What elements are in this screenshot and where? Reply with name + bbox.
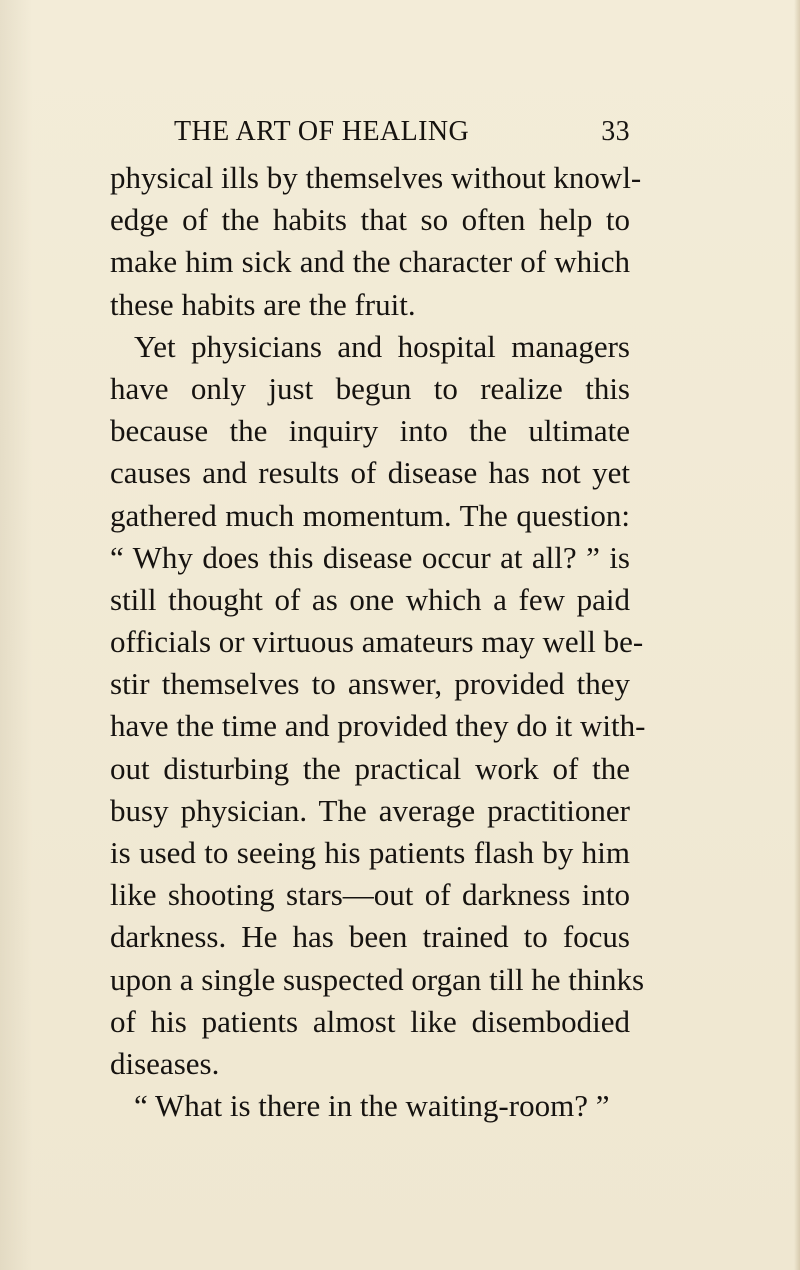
text-line: have only just begun to realize this bbox=[110, 370, 630, 406]
text-line: busy physician. The average practitioner bbox=[110, 792, 630, 828]
text-line: stir themselves to answer, provided they bbox=[110, 666, 630, 702]
text-line: darkness. He has been trained to focus bbox=[110, 919, 630, 955]
running-head: THE ART OF HEALING bbox=[174, 116, 470, 147]
text-line: causes and results of disease has not yet bbox=[110, 455, 630, 491]
text-line: still thought of as one which a few paid bbox=[110, 581, 630, 617]
text-line: “ Why does this disease occur at all? ” is bbox=[110, 539, 630, 575]
text-line: these habits are the fruit. bbox=[110, 286, 416, 322]
page-number: 33 bbox=[601, 116, 630, 147]
text-line: is used to seeing his patients flash by him bbox=[110, 835, 630, 870]
text-line: Yet physicians and hospital managers bbox=[134, 328, 630, 364]
text-line: gathered much momentum. The question: bbox=[110, 497, 630, 533]
text-line: of his patients almost like disembodied bbox=[110, 1003, 630, 1039]
text-line: “ What is there in the waiting-room? ” bbox=[134, 1088, 610, 1124]
text-line: have the time and provided they do it with- bbox=[110, 708, 646, 744]
text-line: physical ills by themselves without knowl- bbox=[110, 160, 642, 195]
text-line: make him sick and the character of which bbox=[110, 244, 630, 280]
text-line: because the inquiry into the ultimate bbox=[110, 413, 630, 449]
text-line: officials or virtuous amateurs may well be- bbox=[110, 624, 644, 660]
text-line: edge of the habits that so often help to bbox=[110, 202, 630, 238]
page-edge-shadow bbox=[794, 0, 800, 1270]
text-line: diseases. bbox=[110, 1045, 220, 1081]
text-line: upon a single suspected organ till he thinks bbox=[110, 961, 645, 997]
page-header bbox=[174, 114, 630, 150]
text-line: like shooting stars—out of darkness into bbox=[110, 877, 630, 913]
body-text bbox=[110, 157, 646, 1127]
text-line: out disturbing the practical work of the bbox=[110, 750, 630, 786]
